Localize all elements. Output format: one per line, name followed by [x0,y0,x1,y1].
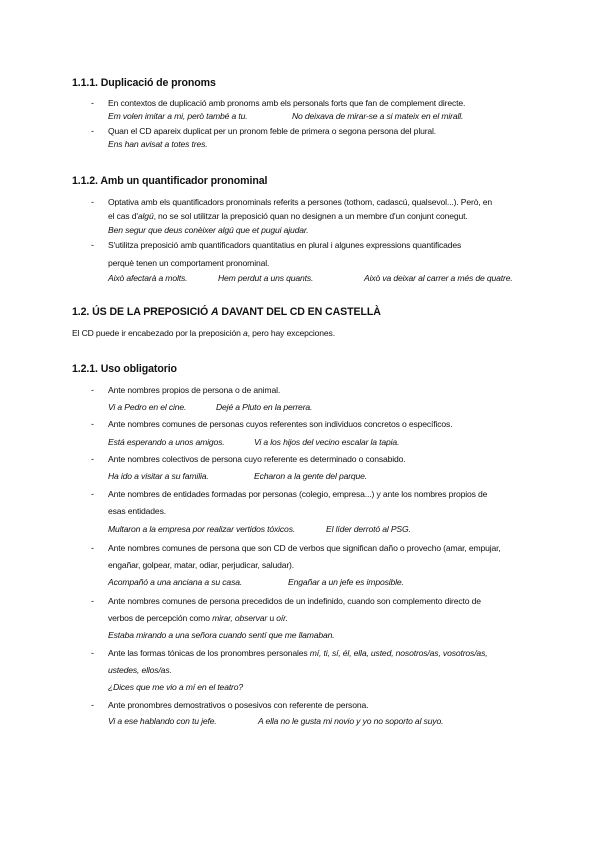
bullet-text: Quan el CD apareix duplicat per un pronom feble de primera o segona persona del plural. [108,126,437,136]
bullet-text: Ante nombres propios de persona o de animal. [108,385,281,395]
heading-1-2-1: 1.2.1. Uso obligatorio [72,363,177,375]
bullet-dash: - [91,648,94,658]
bullet-text: Ante las formas tónicas de los pronombres personales mí, ti, sí, él, ella, usted, nosotros/as, vosotros/as, [108,648,488,658]
example: Això va deixar al carrer a més de quatre. [364,273,513,283]
example: Dejé a Pluto en la perrera. [216,402,313,412]
example: Vi a ese hablando con tu jefe. [108,716,217,726]
bullet-text-line: esas entidades. [108,506,166,516]
example: Estaba mirando a una señora cuando sentí que me llamaban. [108,630,335,640]
bullet-text: Ante nombres de entidades formadas por personas (colegio, empresa...) y ante los nombres propios de [108,489,488,499]
bullet-dash: - [91,98,94,108]
heading-1-2: 1.2. ÚS DE LA PREPOSICIÓ A DAVANT DEL CD EN CASTELLÀ [72,306,381,318]
example: Ens han avisat a totes tres. [108,139,208,149]
example: Hem perdut a uns quants. [218,273,314,283]
paragraph: El CD puede ir encabezado por la preposición a, pero hay excepciones. [72,328,335,338]
example: Vi a los hijos del vecino escalar la tapia. [254,437,400,447]
example: Ben segur que deus conèixer algú que et pugui ajudar. [108,225,309,235]
bullet-text-line: ustedes, ellos/as. [108,665,172,675]
example: El líder derrotó al PSG. [326,524,411,534]
example: Acompañó a una anciana a su casa. [108,577,243,587]
heading-1-1-1: 1.1.1. Duplicació de pronoms [72,77,216,89]
example: Em volen imitar a mi, però també a tu. [108,111,248,121]
bullet-text-line: verbos de percepción como mirar, observar u oír. [108,613,288,623]
bullet-dash: - [91,419,94,429]
bullet-text: S'utilitza preposició amb quantificadors quantitatius en plural i algunes expressions quantificades [108,240,462,250]
example: Això afectarà a molts. [108,273,188,283]
example: A ella no le gusta mi novio y yo no soporto al suyo. [258,716,444,726]
example: No deixava de mirar-se a si mateix en el mirall. [292,111,464,121]
bullet-text: Ante nombres comunes de persona que son CD de verbos que significan daño o provecho (amar, empujar, [108,543,501,553]
bullet-text: Ante nombres comunes de personas cuyos referentes son individuos concretos o específicos. [108,419,453,429]
bullet-dash: - [91,197,94,207]
heading-1-1-2: 1.1.2. Amb un quantificador pronominal [72,175,268,187]
example: ¿Dices que me vio a mí en el teatro? [108,682,244,692]
bullet-dash: - [91,543,94,553]
bullet-dash: - [91,385,94,395]
bullet-dash: - [91,240,94,250]
bullet-dash: - [91,126,94,136]
bullet-dash: - [91,454,94,464]
bullet-text: Optativa amb els quantificadors pronominals referits a persones (tothom, cadascú, qualsevol...). Però, en [108,197,493,207]
bullet-text-line: el cas d'algú, no se sol utilitzar la preposició quan no designen a un membre d'un conjunt conegut. [108,211,468,221]
bullet-text: Ante nombres comunes de persona precedidos de un indefinido, cuando son complemento directo de [108,596,481,606]
bullet-text: En contextos de duplicació amb pronoms amb els personals forts que fan de complement directe. [108,98,466,108]
bullet-dash: - [91,700,94,710]
example: Multaron a la empresa por realizar vertidos tóxicos. [108,524,296,534]
bullet-text: Ante nombres colectivos de persona cuyo referente es determinado o consabido. [108,454,406,464]
example: Echaron a la gente del parque. [254,471,368,481]
bullet-text-line: perquè tenen un comportament pronominal. [108,258,270,268]
bullet-text: Ante pronombres demostrativos o posesivos con referente de persona. [108,700,369,710]
bullet-text-line: engañar, golpear, matar, odiar, perjudicar, saludar). [108,560,295,570]
bullet-dash: - [91,489,94,499]
example: Vi a Pedro en el cine. [108,402,187,412]
example: Ha ido a visitar a su familia. [108,471,209,481]
bullet-dash: - [91,596,94,606]
example: Está esperando a unos amigos. [108,437,225,447]
example: Engañar a un jefe es imposible. [288,577,404,587]
